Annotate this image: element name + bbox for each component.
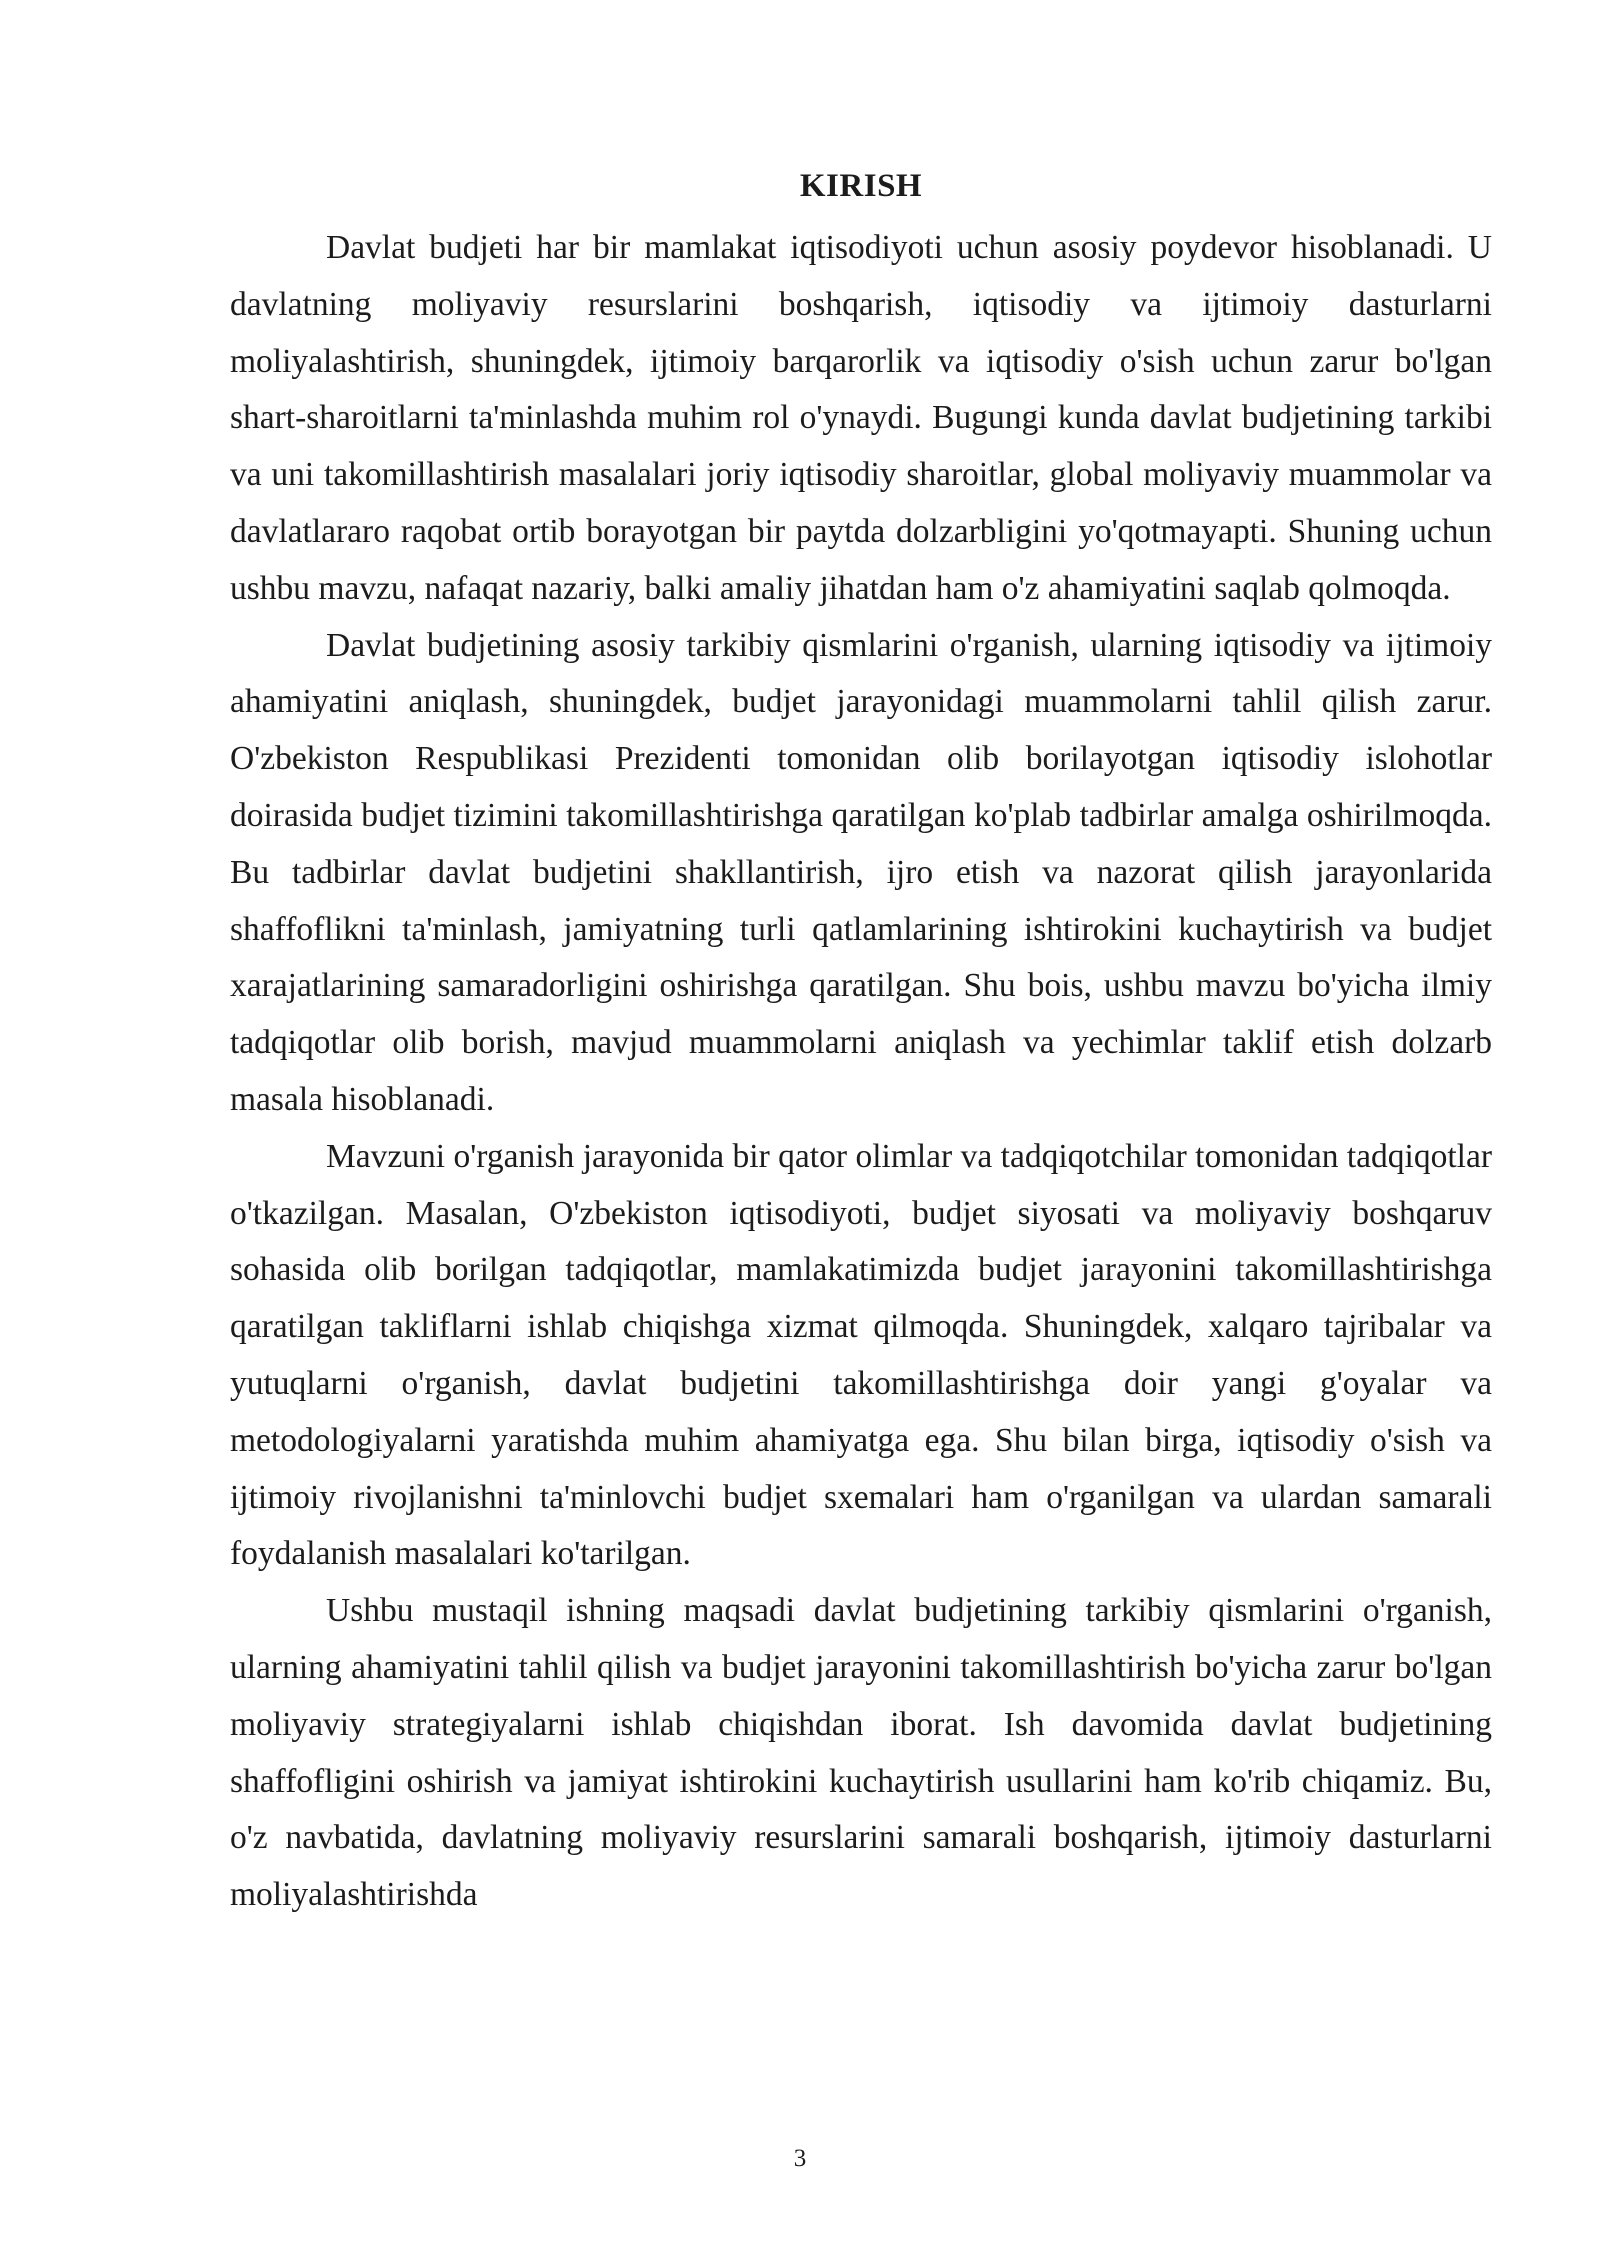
paragraph-1: Davlat budjeti har bir mamlakat iqtisodiyoti uchun asosiy poydevor hisoblanadi. U davlatning moliyaviy resurslarini boshqarish, iqtisodiy va ijtimoiy dasturlarni moliyalashtirish, shuningdek, ijtimoiy barqarorlik va iqtisodiy o'sish uchun zarur bo'lgan shart-sharoitlarni ta'minlashda muhim rol o'ynaydi. Bugungi kunda davlat budjetining tarkibi va uni takomillashtirish masalalari joriy iqtisodiy sharoitlar, global moliyaviy muammolar va davlatlararo raqobat ortib borayotgan bir paytda dolzarbligini yo'qotmayapti. Shuning uchun ushbu mavzu, nafaqat nazariy, balki amaliy jihatdan ham o'z ahamiyatini saqlab qolmoqda. bbox=[230, 229, 1492, 607]
paragraph-3: Mavzuni o'rganish jarayonida bir qator olimlar va tadqiqotchilar tomonidan tadqiqotlar o'tkazilgan. Masalan, O'zbekiston iqtisodiyoti, budjet siyosati va moliyaviy boshqaruv sohasida olib borilgan tadqiqotlar, mamlakatimizda budjet jarayonini takomillashtirishga qaratilgan takliflarni ishlab chiqishga xizmat qilmoqda. Shuningdek, xalqaro tajribalar va yutuqlarni o'rganish, davlat budjetini takomillashtirishga doir yangi g'oyalar va metodologiyalarni yaratishda muhim ahamiyatga ega. Shu bilan birga, iqtisodiy o'sish va ijtimoiy rivojlanishni ta'minlovchi budjet sxemalari ham o'rganilgan va ulardan samarali foydalanish masalalari ko'tarilgan. bbox=[230, 1137, 1492, 1573]
section-title: KIRISH bbox=[799, 168, 923, 204]
page-number: 3 bbox=[793, 2145, 807, 2172]
paragraph-4: Ushbu mustaqil ishning maqsadi davlat budjetining tarkibiy qismlarini o'rganish, ularning ahamiyatini tahlil qilish va budjet jarayonini takomillashtirish bo'yicha zarur bo'lgan moliyaviy strategiyalarni ishlab chiqishdan iborat. Ish davomida davlat budjetining shaffofligini oshirish va jamiyat ishtirokini kuchaytirish usullarini ham ko'rib chiqamiz. Bu, o'z navbatida, davlatning moliyaviy resurslarini samarali boshqarish, ijtimoiy dasturlarni moliyalashtirishda bbox=[230, 1592, 1492, 1914]
page-content bbox=[230, 166, 1492, 1924]
paragraph-2: Davlat budjetining asosiy tarkibiy qismlarini o'rganish, ularning iqtisodiy va ijtimoiy ahamiyatini aniqlash, shuningdek, budjet jarayonidagi muammolarni tahlil qilish zarur. O'zbekiston Respublikasi Prezidenti tomonidan olib borilayotgan iqtisodiy islohotlar doirasida budjet tizimini takomillashtirishga qaratilgan ko'plab tadbirlar amalga oshirilmoqda. Bu tadbirlar davlat budjetini shakllantirish, ijro etish va nazorat qilish jarayonlarida shaffoflikni ta'minlash, jamiyatning turli qatlamlarining ishtirokini kuchaytirish va budjet xarajatlarining samaradorligini oshirishga qaratilgan. Shu bois, ushbu mavzu bo'yicha ilmiy tadqiqotlar olib borish, mavjud muammolarni aniqlash va yechimlar taklif etish dolzarb masala hisoblanadi. bbox=[230, 626, 1492, 1118]
